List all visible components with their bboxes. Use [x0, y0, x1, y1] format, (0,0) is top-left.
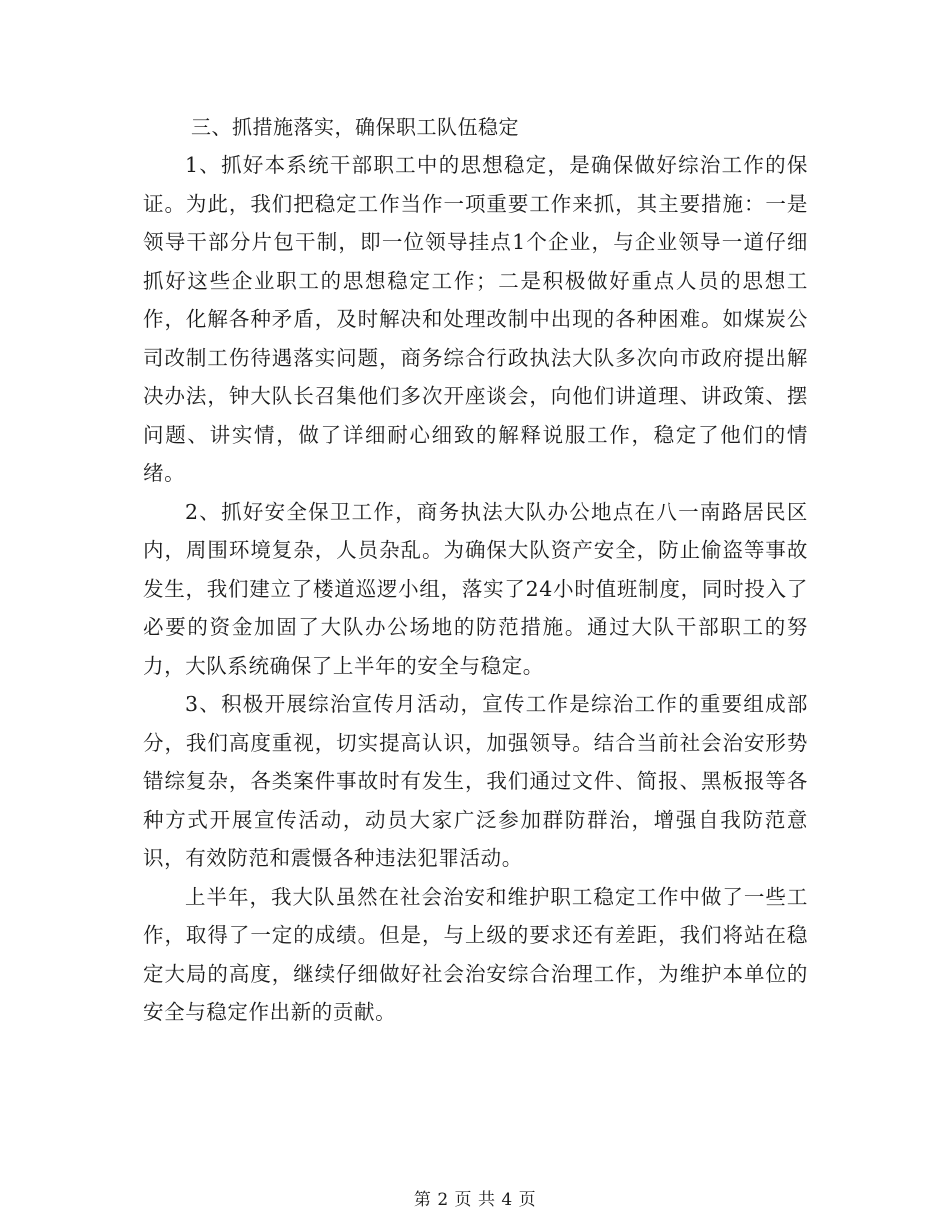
- document-body: [143, 108, 808, 1032]
- paragraph-1: 1、抓好本系统干部职工中的思想稳定，是确保做好综治工作的保证。为此，我们把稳定工作当作一项重要工作来抓，其主要措施：一是领导干部分片包干制，即一位领导挂点1个企业，与企业领导一道仔细抓好这些企业职工的思想稳定工作；二是积极做好重点人员的思想工作，化解各种矛盾，及时解决和处理改制中出现的各种困难。如煤炭公司改制工伤待遇落实问题，商务综合行政执法大队多次向市政府提出解决办法，钟大队长召集他们多次开座谈会，向他们讲道理、讲政策、摆问题、讲实情，做了详细耐心细致的解释说服工作，稳定了他们的情绪。: [143, 153, 808, 485]
- page-number-footer: 第 2 页 共 4 页: [413, 1190, 537, 1210]
- paragraph-2: 2、抓好安全保卫工作，商务执法大队办公地点在八一南路居民区内，周围环境复杂，人员杂乱。为确保大队资产安全，防止偷盗等事故发生，我们建立了楼道巡逻小组，落实了24小时值班制度，同时投入了必要的资金加固了大队办公场地的防范措施。通过大队干部职工的努力，大队系统确保了上半年的安全与稳定。: [143, 499, 808, 678]
- paragraph-4: 上半年，我大队虽然在社会治安和维护职工稳定工作中做了一些工作，取得了一定的成绩。但是，与上级的要求还有差距，我们将站在稳定大局的高度，继续仔细做好社会治安综合治理工作，为维护本单位的安全与稳定作出新的贡献。: [143, 884, 808, 1024]
- paragraph-3: 3、积极开展综治宣传月活动，宣传工作是综治工作的重要组成部分，我们高度重视，切实提高认识，加强领导。结合当前社会治安形势错综复杂，各类案件事故时有发生，我们通过文件、简报、黑板报等各种方式开展宣传活动，动员大家广泛参加群防群治，增强自我防范意识，有效防范和震慑各种违法犯罪活动。: [143, 692, 808, 870]
- section-heading: 三、抓措施落实，确保职工队伍稳定: [191, 115, 519, 139]
